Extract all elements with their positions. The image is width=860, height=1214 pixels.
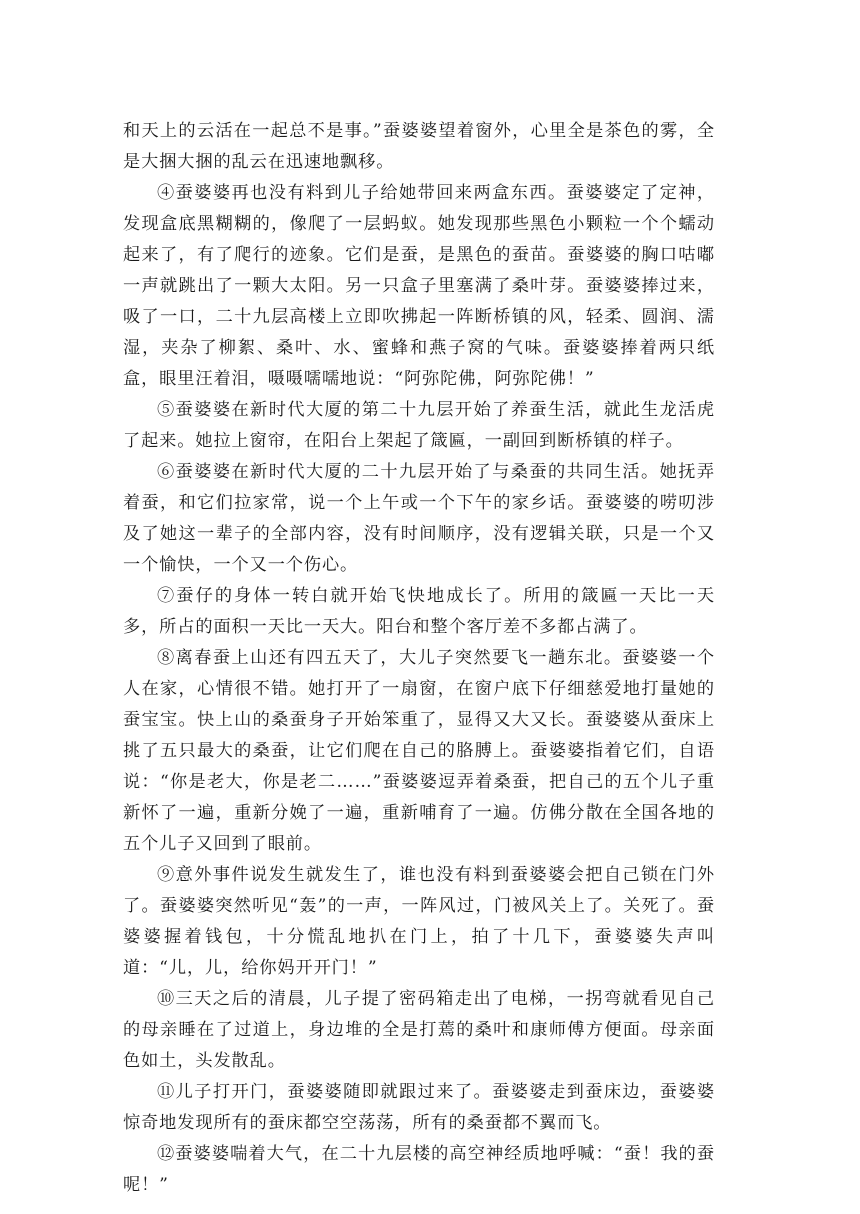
paragraph-10: ⑩三天之后的清晨，儿子提了密码箱走出了电梯，一拐弯就看见自己的母亲睡在了过道上，身边堆的全是打蔫的桑叶和康师傅方便面。母亲面色如土，头发散乱。 bbox=[123, 989, 715, 1071]
paragraph-5: ⑤蚕婆婆在新时代大厦的第二十九层开始了养蚕生活，就此生龙活虎了起来。她拉上窗帘，在阳台上架起了箴匾，一副回到断桥镇的样子。 bbox=[123, 400, 715, 451]
paragraph-4: ④蚕婆婆再也没有料到儿子给她带回来两盒东西。蚕婆婆定了定神，发现盒底黑糊糊的，像爬了一层蚂蚁。她发现那些黑色小颗粒一个个蠕动起来了，有了爬行的迹象。它们是蚕，是黑色的蚕苗。蚕婆婆的胸口咕嘟一声就跳出了一颗大太阳。另一只盒子里塞满了桑叶芽。蚕婆婆捧过来，吸了一口，二十九层高楼上立即吹拂起一阵断桥镇的风，轻柔、圆润、濡湿，夹杂了柳絮、桑叶、水、蜜蜂和燕子窝的气味。蚕婆婆捧着两只纸盒，眼里汪着泪，嗫嗫嚅嚅地说：“阿弥陀佛，阿弥陀佛！” bbox=[123, 183, 715, 389]
paragraph-6: ⑥蚕婆婆在新时代大厦的二十九层开始了与桑蚕的共同生活。她抚弄着蚕，和它们拉家常，说一个上午或一个下午的家乡话。蚕婆婆的唠叨涉及了她这一辈子的全部内容，没有时间顺序，没有逻辑关联，只是一个又一个愉快，一个又一个伤心。 bbox=[123, 462, 715, 575]
paragraph-11: ⑪儿子打开门，蚕婆婆随即就跟过来了。蚕婆婆走到蚕床边，蚕婆婆惊奇地发现所有的蚕床都空空荡荡，所有的桑蚕都不翼而飞。 bbox=[123, 1082, 715, 1133]
paragraph-9: ⑨意外事件说发生就发生了，谁也没有料到蚕婆婆会把自己锁在门外了。蚕婆婆突然听见“轰”的一声，一阵风过，门被风关上了。关死了。蚕婆婆握着钱包，十分慌乱地扒在门上，拍了十几下，蚕婆婆失声叫道：“儿，儿，给你妈开开门！” bbox=[123, 865, 715, 978]
paragraph-7: ⑦蚕仔的身体一转白就开始飞快地成长了。所用的箴匾一天比一天多，所占的面积一天比一天大。阳台和整个客厅差不多都占满了。 bbox=[123, 586, 715, 637]
paragraph-12: ⑫蚕婆婆喘着大气，在二十九层楼的高空神经质地呼喊：“蚕！我的蚕呢！” bbox=[123, 1144, 715, 1195]
paragraph-8: ⑧离春蚕上山还有四五天了，大儿子突然要飞一趟东北。蚕婆婆一个人在家，心情很不错。她打开了一扇窗，在窗户底下仔细慈爱地打量她的蚕宝宝。快上山的桑蚕身子开始笨重了，显得又大又长。蚕婆婆从蚕床上挑了五只最大的桑蚕，让它们爬在自己的胳膊上。蚕婆婆指着它们，自语说：“你是老大，你是老二……”蚕婆婆逗弄着桑蚕，把自己的五个儿子重新怀了一遍，重新分娩了一遍，重新哺育了一遍。仿佛分散在全国各地的五个儿子又回到了眼前。 bbox=[123, 648, 715, 854]
paragraph-continued: 和天上的云活在一起总不是事。”蚕婆婆望着窗外，心里全是茶色的雾，全是大捆大捆的乱云在迅速地飘移。 bbox=[123, 121, 715, 172]
story-text bbox=[123, 116, 715, 1201]
